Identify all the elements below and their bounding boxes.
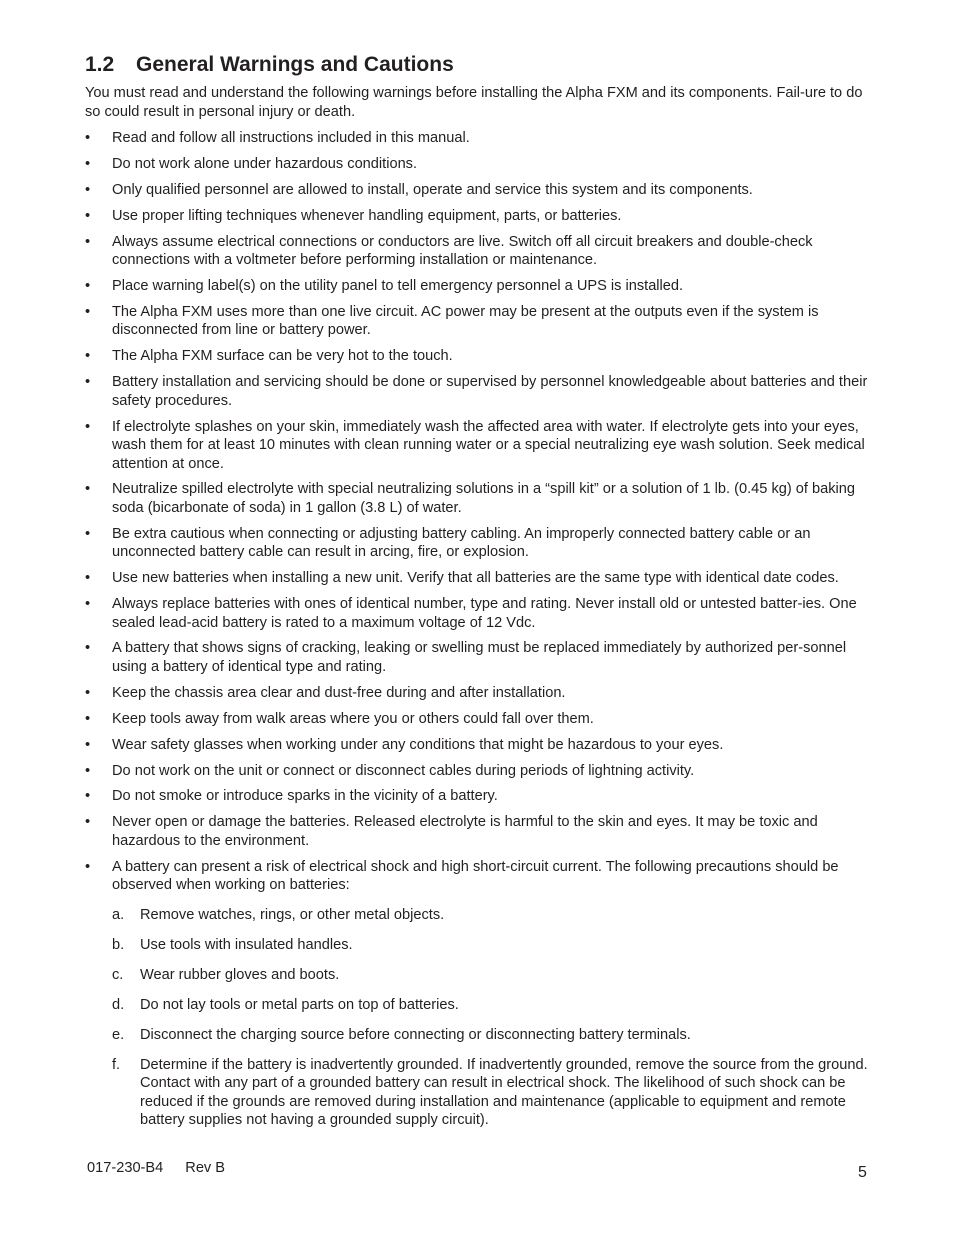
list-item [85, 277, 870, 296]
list-item-text: If electrolyte splashes on your skin, immediately wash the affected area with water. If electrolyte gets into your eyes, wash them for at least 10 minutes with clean running water or a special neutralizing eye wash solution. Seek medical attention at once. [112, 418, 865, 472]
bullet-symbol: • [85, 303, 91, 320]
bullet-symbol: • [85, 525, 91, 542]
bullet-symbol: • [85, 374, 91, 391]
list-item-text: Only qualified personnel are allowed to install, operate and service this system and its components. [112, 181, 753, 198]
list-item-text: Battery installation and servicing should be done or supervised by personnel knowledgeable about batteries and their safety procedures. [112, 374, 868, 409]
list-item-text: Use new batteries when installing a new unit. Verify that all batteries are the same type with identical date codes. [112, 570, 839, 587]
list-item-text: Keep the chassis area clear and dust-free during and after installation. [112, 684, 566, 701]
doc-number: 017-230-B4 [87, 1160, 164, 1176]
sub-list-item [112, 1026, 870, 1045]
page-number: 5 [858, 1164, 867, 1181]
sub-item-letter: d. [112, 996, 125, 1013]
list-item-text: Neutralize spilled electrolyte with special neutralizing solutions in a “spill kit” or a solution of 1 lb. (0.45 kg) of baking soda (bicarbonate of soda) in 1 gallon (3.8 L) of water. [112, 481, 856, 516]
bullet-symbol: • [85, 233, 91, 250]
sub-list-item [112, 966, 870, 985]
intro-paragraph: You must read and understand the following warnings before installing the Alpha FXM and its components. Fail-ure to do so could result in personal injury or death. [85, 85, 863, 120]
list-item-text: Always replace batteries with ones of identical number, type and rating. Never install old or untested batter-ies. One sealed lead-acid battery is rated to a maximum voltage of 12 Vdc. [112, 596, 857, 631]
sub-item-text: Wear rubber gloves and boots. [140, 966, 340, 983]
sub-list-item [112, 936, 870, 955]
list-item [85, 233, 870, 270]
bullet-symbol: • [85, 640, 91, 657]
list-item [85, 813, 870, 850]
list-item [85, 710, 870, 729]
bullet-symbol: • [85, 762, 91, 779]
bullet-symbol: • [85, 155, 91, 172]
list-item-text: Be extra cautious when connecting or adjusting battery cabling. An improperly connected battery cable or an unconnected battery cable can result in arcing, fire, or explosion. [112, 525, 811, 561]
list-item [85, 684, 870, 703]
sub-item-text: Determine if the battery is inadvertently grounded. If inadvertently grounded, remove the source from the ground. Contact with any part of a grounded battery can result in electrical shock. The likelihood of such shock can be reduced if the grounds are removed during installation and maintenance (applicable to equipment and remote battery supplies not having a grounded supply circuit). [140, 1056, 868, 1129]
revision: Rev B [185, 1160, 226, 1176]
list-item [85, 595, 870, 632]
list-item [85, 155, 870, 174]
list-item [85, 569, 870, 588]
list-item [85, 129, 870, 148]
list-item [85, 303, 870, 340]
bullet-symbol: • [85, 858, 91, 875]
list-item [85, 480, 870, 517]
bullet-symbol: • [85, 130, 91, 146]
list-item-text: Never open or damage the batteries. Released electrolyte is harmful to the skin and eyes. It may be toxic and hazardous to the environment. [112, 814, 818, 849]
sub-item-letter: f. [112, 1056, 121, 1073]
sub-item-letter: c. [112, 966, 124, 983]
sub-list-item [112, 1056, 870, 1130]
sub-item-letter: b. [112, 936, 125, 953]
precaution-sublist [112, 906, 870, 1130]
bullet-symbol: • [85, 710, 91, 727]
list-item [85, 347, 870, 366]
list-item-text: A battery that shows signs of cracking, leaking or swelling must be replaced immediately by authorized per-sonnel using a battery of identical type and rating. [112, 640, 847, 675]
list-item [85, 181, 870, 200]
list-item [85, 858, 870, 1130]
list-item-text: Wear safety glasses when working under any conditions that might be hazardous to your eyes. [112, 736, 724, 753]
sub-item-letter: a. [112, 906, 125, 923]
bullet-symbol: • [85, 418, 91, 435]
bullet-symbol: • [85, 596, 91, 613]
list-item [85, 762, 870, 781]
bullet-symbol: • [85, 684, 91, 701]
bullet-symbol: • [85, 814, 91, 831]
list-item-text: Do not work on the unit or connect or disconnect cables during periods of lightning activity. [112, 762, 695, 779]
bullet-symbol: • [85, 207, 91, 224]
document-page [85, 52, 870, 1141]
list-item-text: Keep tools away from walk areas where you or others could fall over them. [112, 710, 594, 727]
bullet-symbol: • [85, 736, 91, 753]
list-item-text: Read and follow all instructions included in this manual. [112, 130, 470, 146]
bullet-symbol: • [85, 570, 91, 587]
list-item [85, 736, 870, 755]
list-item-text: Do not smoke or introduce sparks in the vicinity of a battery. [112, 788, 498, 805]
sub-item-letter: e. [112, 1026, 125, 1043]
bullet-symbol: • [85, 277, 91, 294]
list-item [85, 207, 870, 226]
sub-list-item [112, 996, 870, 1015]
section-title: General Warnings and Cautions [136, 53, 454, 76]
sub-list-item [112, 906, 870, 925]
bullet-symbol: • [85, 348, 91, 365]
list-item [85, 418, 870, 474]
bullet-symbol: • [85, 181, 91, 198]
section-number: 1.2 [85, 53, 115, 76]
bullet-symbol: • [85, 481, 91, 498]
bullet-symbol: • [85, 788, 91, 805]
list-item [85, 373, 870, 410]
list-item-text: Place warning label(s) on the utility panel to tell emergency personnel a UPS is installed. [112, 277, 684, 294]
list-item-text: The Alpha FXM surface can be very hot to the touch. [112, 348, 453, 365]
footer-doc-info [87, 1158, 225, 1178]
section-heading [85, 52, 870, 78]
sub-item-text: Disconnect the charging source before connecting or disconnecting battery terminals. [140, 1026, 691, 1043]
list-item-text: Use proper lifting techniques whenever handling equipment, parts, or batteries. [112, 207, 622, 224]
list-item-text: A battery can present a risk of electrical shock and high short-circuit current. The following precautions should be observed when working on batteries: [112, 858, 839, 894]
list-item-text: Always assume electrical connections or conductors are live. Switch off all circuit breakers and double-check connections with a voltmeter before performing installation or maintenance. [112, 233, 813, 269]
warning-list [85, 129, 870, 1130]
sub-item-text: Remove watches, rings, or other metal objects. [140, 906, 445, 923]
list-item-text: Do not work alone under hazardous conditions. [112, 155, 418, 172]
list-item-text: The Alpha FXM uses more than one live circuit. AC power may be present at the outputs even if the system is disconnected from line or battery power. [112, 303, 819, 339]
list-item [85, 525, 870, 562]
list-item [85, 787, 870, 806]
list-item [85, 639, 870, 676]
sub-item-text: Do not lay tools or metal parts on top of batteries. [140, 996, 459, 1013]
sub-item-text: Use tools with insulated handles. [140, 936, 353, 953]
